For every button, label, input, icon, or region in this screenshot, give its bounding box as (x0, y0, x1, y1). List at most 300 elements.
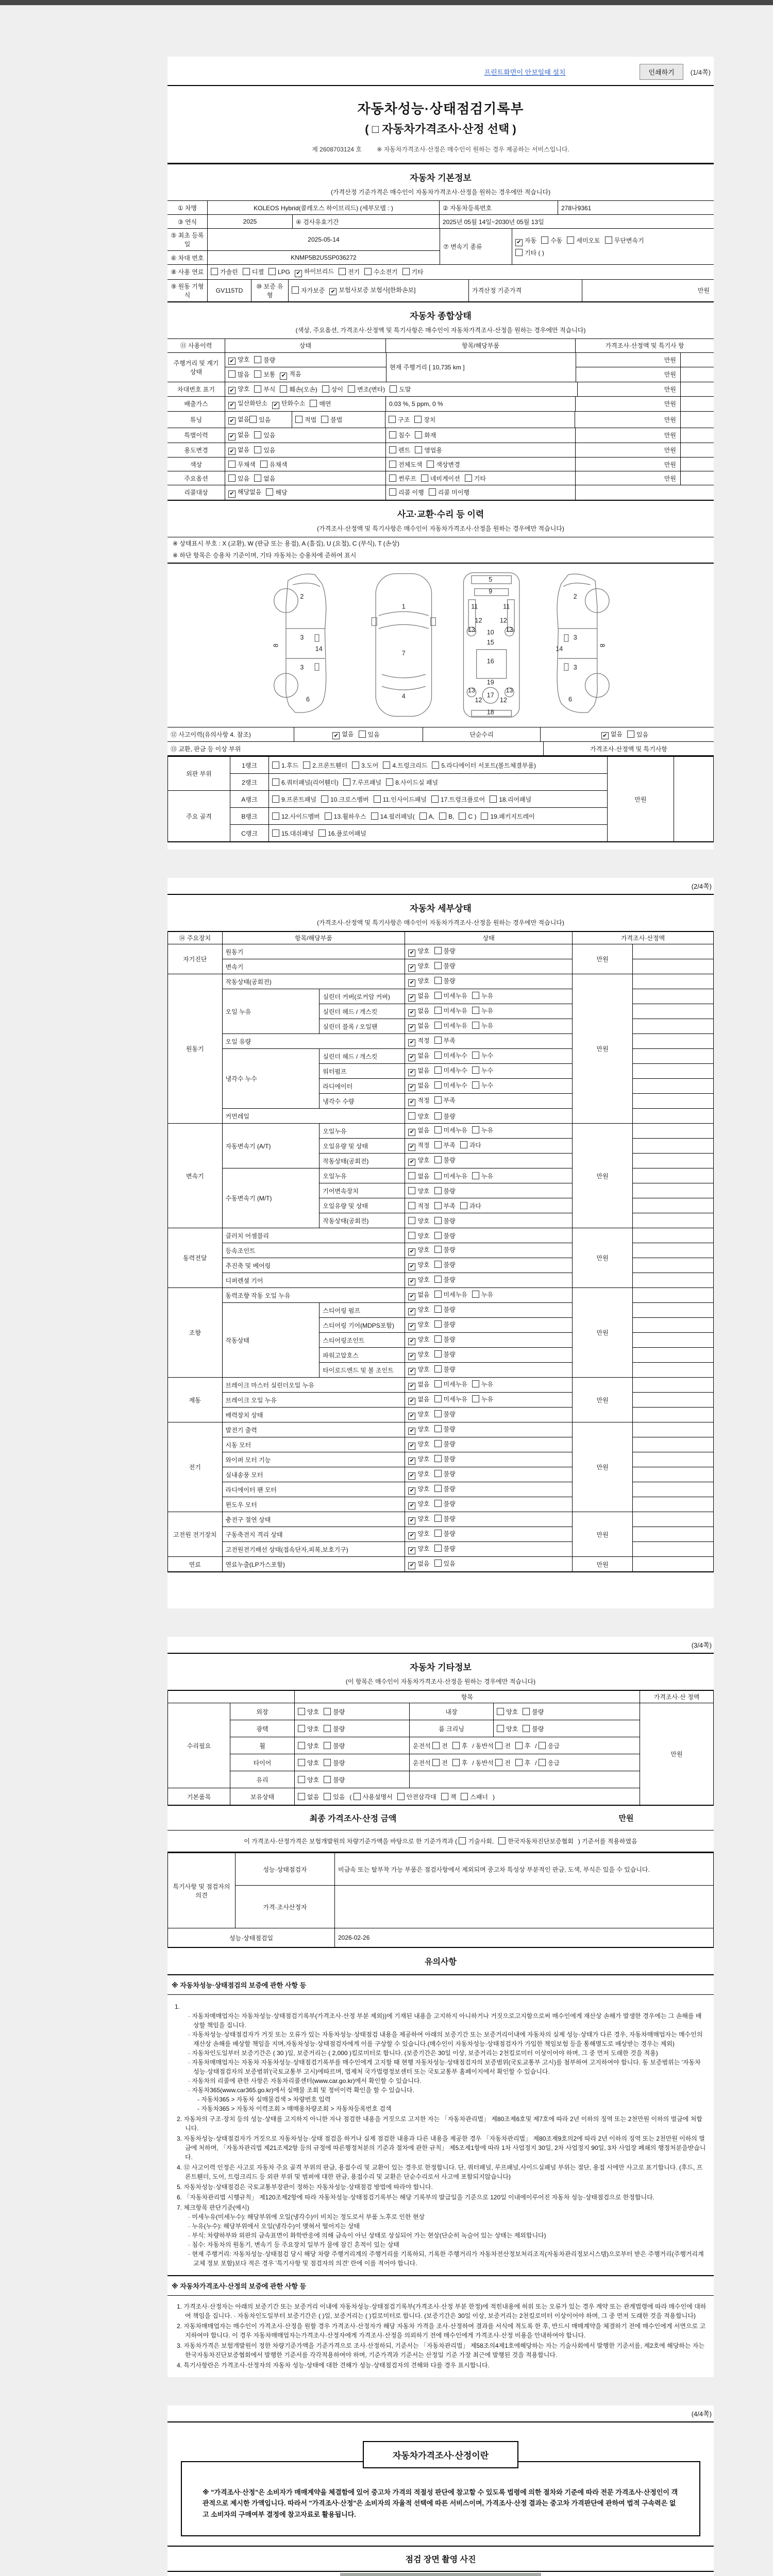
special-history-label: 특별이력 (167, 428, 225, 443)
checkbox-unchecked[interactable] (254, 356, 261, 363)
checkbox-unchecked[interactable] (324, 1725, 331, 1732)
checkbox-unchecked[interactable] (364, 268, 372, 275)
checkbox-unchecked[interactable] (415, 446, 422, 453)
checkbox-checked[interactable]: ✔ (228, 402, 236, 409)
checkbox-unchecked[interactable] (228, 461, 236, 468)
checkbox-unchecked[interactable] (408, 1112, 415, 1120)
check-option (310, 399, 331, 408)
document-note: ※ 자동차가격조사·산정은 매수인이 원하는 경우 제공하는 서비스입니다. (377, 146, 569, 153)
checkbox-unchecked[interactable] (541, 236, 548, 244)
rank1-label: 1랭크 (230, 757, 269, 774)
checkbox-unchecked[interactable] (434, 1350, 442, 1358)
checkbox-unchecked[interactable] (408, 1232, 415, 1239)
checkbox-unchecked[interactable] (389, 431, 396, 438)
checkbox-checked[interactable]: ✔ (408, 1547, 415, 1554)
checkbox-unchecked[interactable] (434, 1560, 442, 1567)
checkbox-unchecked[interactable] (383, 761, 390, 769)
checkbox-unchecked[interactable] (389, 446, 396, 453)
checkbox-checked[interactable]: ✔ (408, 1338, 415, 1345)
checkbox-unchecked[interactable] (472, 1081, 479, 1089)
warranty-type-label: ⑩ 보증 유형 (251, 280, 289, 301)
diagram-panel-number: 2 (573, 592, 577, 600)
checkbox-checked[interactable]: ✔ (280, 372, 287, 380)
checkbox-unchecked[interactable] (408, 1202, 415, 1209)
tire-checks (295, 1754, 410, 1771)
checkbox-unchecked[interactable] (389, 488, 396, 496)
checkbox-unchecked[interactable] (249, 416, 257, 423)
appraiser-opinion-label: 가격·조사산정자 (236, 1886, 335, 1928)
checkbox-unchecked[interactable] (465, 474, 472, 482)
price-appraisal-box-text: ※ "가격조사·산정"은 소비자가 매매계약을 체결함에 있어 중고차 가격의 적절성 판단에 참고할 수 있도록 법령에 의한 절차와 기준에 따라 전문 가격조사·산정인이 객관적으로 제시한 가액입니다. 따라서 "가격조사·산정"은 소비자의 자율적 선택에 따른 서비스이며, 가격조사·산정 결과는 중고차 가격판단에 관하여 법적 구속력은 없고 소비자의 구매여부 결정에 참고자료로 활용됩니다. (181, 2461, 700, 2536)
checkbox-label: 불량 (443, 1232, 456, 1240)
checkbox-checked[interactable]: ✔ (408, 1024, 415, 1031)
checkbox-unchecked[interactable] (515, 249, 523, 256)
checkbox-unchecked[interactable] (434, 1500, 442, 1507)
checkbox-unchecked[interactable] (432, 1742, 440, 1749)
checkbox-unchecked[interactable] (434, 1320, 442, 1328)
checkbox-unchecked[interactable] (324, 1793, 331, 1800)
checkbox-unchecked[interactable] (298, 1759, 305, 1766)
checkbox-unchecked[interactable] (567, 236, 574, 244)
checkbox-checked[interactable]: ✔ (408, 1159, 415, 1166)
checkbox-unchecked[interactable] (523, 1725, 530, 1732)
checkbox-checked[interactable]: ✔ (408, 1039, 415, 1046)
checkbox-unchecked[interactable] (292, 286, 299, 294)
check-option (434, 1515, 456, 1522)
memo-cell (633, 1228, 714, 1243)
checkbox-label: 불량 (443, 1351, 456, 1359)
check-option (434, 1246, 456, 1253)
checkbox-checked[interactable]: ✔ (408, 1517, 415, 1524)
checkbox-label: 없음 (417, 1067, 430, 1075)
check-option (472, 1022, 493, 1029)
checkbox-unchecked[interactable] (523, 1708, 530, 1715)
checkbox-unchecked[interactable] (419, 812, 427, 820)
checkbox-label: 없음 (417, 1172, 430, 1180)
checkbox-unchecked[interactable] (268, 268, 276, 275)
checkbox-unchecked[interactable] (472, 1172, 479, 1179)
checkbox-label: 자동 (525, 237, 537, 245)
check-option (408, 1246, 429, 1253)
checkbox-label: 색상변경 (436, 461, 460, 468)
sub-item-label: 작동상태(공회전) (320, 1213, 405, 1228)
checkbox-unchecked[interactable] (434, 1485, 442, 1492)
checkbox-unchecked[interactable] (472, 1395, 479, 1402)
checkbox-unchecked[interactable] (343, 778, 350, 786)
emission-label: 배출가스 (167, 397, 225, 411)
checkbox-unchecked[interactable] (434, 962, 442, 969)
checkbox-unchecked[interactable] (461, 1793, 468, 1800)
checkbox-unchecked[interactable] (354, 1793, 361, 1800)
checkbox-unchecked[interactable] (490, 795, 497, 803)
checkbox-unchecked[interactable] (374, 795, 381, 803)
checkbox-unchecked[interactable] (272, 812, 279, 820)
checkbox-unchecked[interactable] (434, 1126, 442, 1133)
checkbox-checked[interactable]: ✔ (408, 1472, 415, 1480)
checkbox-unchecked[interactable] (389, 474, 396, 482)
checkbox-checked[interactable]: ✔ (408, 1398, 415, 1405)
engine-type-value: GV115TD (208, 280, 251, 301)
checkbox-unchecked[interactable] (415, 431, 422, 438)
check-option (460, 1142, 481, 1149)
notice-section2-body: 1. 가격조사·산정자는 아래의 보증기간 또는 보증거리 이내에 자동차성능·상태점검기록부(가격조사·산정 부분 한정)에 적힌내용에 허위 또는 오류가 있는 경우 계약 또는 관계법령에 따라 매수인에 대하여 책임을 집니다. · 자동차인도일부터 보증기간은 ( )일, 보증거리는 ( )킬로미터로 합니다. (보증기간은 30일 이상, 보증거리는 2천킬로미터 이상이어야 하며, 그 중 먼저 도래한 것을 적용합니다) 2. 자동차매매업자는 매수인이 가격조사·산정을 원할 경우 가격조사·산정자가 해당 자동차 가격을 조사·산정하여 결과를 서식에 적도록 한 후, 반드시 매매계약을 체결하기 전에 매수인에게 서면으로 고지하여야 합니다. 이 경우 자동차매매업자는가격조사·산정자에게 가격조사·산정을 의뢰하기 전에 매수인에게 가격조사·산정 비용을 안내하여야 합니다. 3. 자동차가격은 보험개발원이 정한 차량기준가액을 기준가격으로 조사·산정하되, 기준서는 「자동차관리법」 제58조의4제1호에해당하는 자는 기술사회에서 발행한 기준서를, 제2호에 해당하는 자는 한국자동차진단보증협회에서 발행한 기준서를 각각적용하여야 하며, 기준가격과 기준서는 산정일 기준 가장 최근에 발행된 것을 적용합니다. 4. 특기사항란은 가격조사·산정자의 자동차 성능·상태에 대한 견해가 성능·상태점검자의 견해와 다를 경우 표시합니다. (177, 2303, 707, 2369)
reg-no-label: ② 자동차등록번호 (440, 201, 558, 214)
check-option (472, 1381, 493, 1388)
checkbox-unchecked[interactable] (386, 778, 393, 786)
checkbox-unchecked[interactable] (359, 731, 366, 738)
checkbox-checked[interactable]: ✔ (408, 1487, 415, 1495)
checkbox-unchecked[interactable] (434, 1515, 442, 1522)
checkbox-unchecked[interactable] (272, 778, 279, 786)
checkbox-unchecked[interactable] (434, 1232, 442, 1239)
checkbox-checked[interactable]: ✔ (228, 433, 236, 440)
emission-values: 0.03 %, 5 ppm, 0 % (386, 397, 576, 411)
checkbox-label: 19.패키지트레이 (490, 812, 535, 820)
state-checks (405, 1378, 573, 1393)
checkbox-checked[interactable]: ✔ (408, 1323, 415, 1330)
checkbox-unchecked[interactable] (408, 1172, 415, 1179)
state-checks (405, 1168, 573, 1183)
check-option (408, 1336, 429, 1343)
checkbox-unchecked[interactable] (441, 1793, 448, 1800)
checkbox-unchecked[interactable] (434, 1022, 442, 1029)
checkbox-label: 유채색 (269, 461, 288, 468)
checkbox-checked[interactable]: ✔ (295, 270, 302, 277)
checkbox-checked[interactable]: ✔ (408, 994, 415, 1002)
checkbox-unchecked[interactable] (434, 1306, 442, 1313)
checkbox-unchecked[interactable] (321, 795, 328, 803)
checkbox-unchecked[interactable] (272, 761, 279, 769)
checkbox-unchecked[interactable] (434, 1081, 442, 1089)
checkbox-checked[interactable]: ✔ (408, 1308, 415, 1315)
checkbox-checked[interactable]: ✔ (408, 1144, 415, 1151)
checkbox-unchecked[interactable] (434, 947, 442, 954)
checkbox-checked[interactable]: ✔ (272, 402, 279, 409)
checkbox-unchecked[interactable] (495, 1759, 502, 1766)
checkbox-checked[interactable]: ✔ (408, 1413, 415, 1420)
checkbox-label: 양호 (417, 1321, 430, 1329)
checkbox-label: 누유 (481, 1396, 494, 1403)
model-year-label: ③ 연식 (167, 215, 208, 228)
checkbox-unchecked[interactable] (322, 385, 329, 393)
checkbox-checked[interactable]: ✔ (408, 979, 415, 987)
checkbox-checked[interactable]: ✔ (408, 1009, 415, 1016)
install-print-helper-link[interactable]: 프린트화면이 안보일때 설치 (484, 69, 566, 76)
checkbox-checked[interactable]: ✔ (408, 1278, 415, 1285)
price-unit: 만원 (576, 353, 681, 367)
checkbox-checked[interactable]: ✔ (408, 1502, 415, 1510)
checkbox-unchecked[interactable] (352, 761, 359, 769)
check-option (298, 1759, 319, 1767)
print-button[interactable]: 인쇄하기 (640, 64, 683, 80)
checkbox-unchecked[interactable] (371, 812, 378, 820)
checkbox-unchecked[interactable] (472, 1007, 479, 1014)
checkbox-unchecked[interactable] (254, 446, 261, 453)
checkbox-unchecked[interactable] (228, 474, 236, 482)
checkbox-unchecked[interactable] (434, 1410, 442, 1417)
price-unit: 만원 (576, 397, 681, 411)
checkbox-unchecked[interactable] (439, 812, 446, 820)
check-option (408, 1291, 429, 1298)
checkbox-checked[interactable]: ✔ (408, 1562, 415, 1569)
checkbox-checked[interactable]: ✔ (408, 950, 415, 957)
recall-done-checks (386, 485, 576, 500)
checkbox-checked[interactable]: ✔ (408, 1443, 415, 1450)
sub-item-label: 실린더 블록 / 오일팬 (320, 1019, 405, 1034)
checkbox-label: 미세누수 (443, 1082, 467, 1090)
detail-row (168, 944, 714, 959)
diagram-top-view (372, 573, 435, 716)
checkbox-unchecked[interactable] (402, 268, 410, 275)
checkbox-unchecked[interactable] (459, 1837, 466, 1844)
checkbox-label: 양호 (417, 947, 430, 955)
checkbox-checked[interactable]: ✔ (408, 1054, 415, 1061)
checkbox-label: 양호 (417, 1411, 430, 1418)
state-checks (405, 1363, 573, 1378)
memo-cell (633, 1318, 714, 1333)
checkbox-checked[interactable]: ✔ (408, 1069, 415, 1076)
check-option (389, 431, 410, 439)
checkbox-unchecked[interactable] (431, 795, 439, 803)
checkbox-unchecked[interactable] (627, 731, 634, 738)
state-checks (405, 1348, 573, 1363)
checkbox-unchecked[interactable] (498, 1837, 506, 1844)
state-checks (405, 1079, 573, 1094)
checkbox-label: 불량 (333, 1708, 345, 1716)
checkbox-label: 불량 (443, 947, 456, 955)
check-option (434, 1142, 456, 1149)
checkbox-checked[interactable]: ✔ (601, 732, 609, 739)
checkbox-unchecked[interactable] (298, 1742, 305, 1749)
checkbox-checked[interactable]: ✔ (228, 448, 236, 455)
check-option (348, 385, 385, 394)
checkbox-unchecked[interactable] (266, 488, 273, 496)
diagram-panel-number: 3 (573, 663, 577, 671)
checkbox-checked[interactable]: ✔ (408, 1293, 415, 1300)
checkbox-label: 구조 (398, 416, 410, 423)
checkbox-unchecked[interactable] (414, 416, 422, 423)
checkbox-unchecked[interactable] (310, 400, 317, 407)
check-option (324, 1742, 345, 1750)
detail-col-device: ⑭ 주요장치 (168, 932, 223, 944)
checkbox-unchecked[interactable] (452, 1759, 460, 1766)
checkbox-unchecked[interactable] (254, 370, 261, 378)
checkbox-checked[interactable]: ✔ (329, 288, 337, 295)
checkbox-unchecked[interactable] (434, 1261, 442, 1268)
checkbox-unchecked[interactable] (321, 416, 328, 423)
simple-repair-label: 단순수리 (423, 727, 541, 742)
checkbox-unchecked[interactable] (434, 1187, 442, 1194)
checkbox-checked[interactable]: ✔ (408, 1129, 415, 1136)
checkbox-unchecked[interactable] (408, 1187, 415, 1194)
checkbox-unchecked[interactable] (434, 1335, 442, 1343)
checkbox-unchecked[interactable] (434, 1425, 442, 1432)
checkbox-unchecked[interactable] (318, 829, 326, 837)
checkbox-unchecked[interactable] (324, 1742, 331, 1749)
checkbox-unchecked[interactable] (324, 1776, 331, 1783)
opinion-group-label: 특기사항 및 점검자의 의견 (168, 1853, 236, 1928)
checkbox-unchecked[interactable] (295, 416, 303, 423)
checkbox-checked[interactable]: ✔ (332, 732, 340, 739)
checkbox-checked[interactable]: ✔ (408, 1099, 415, 1106)
checkbox-unchecked[interactable] (348, 385, 355, 393)
checkbox-unchecked[interactable] (280, 385, 287, 393)
checkbox-unchecked[interactable] (515, 1742, 523, 1749)
checkbox-unchecked[interactable] (497, 1725, 504, 1732)
checkbox-unchecked[interactable] (472, 1380, 479, 1387)
inspection-period-label: ④ 검사유효기간 (293, 215, 440, 228)
checkbox-unchecked[interactable] (460, 1202, 467, 1209)
checkbox-label: 상이 (331, 385, 343, 393)
checkbox-unchecked[interactable] (427, 461, 434, 468)
check-option (228, 384, 249, 395)
detail-row (168, 1124, 714, 1139)
checkbox-unchecked[interactable] (434, 1380, 442, 1387)
checkbox-unchecked[interactable] (472, 1066, 479, 1074)
checkbox-checked[interactable]: ✔ (408, 1263, 415, 1270)
checkbox-label: 수소전기 (374, 268, 398, 276)
checkbox-checked[interactable]: ✔ (228, 490, 236, 498)
interior-checks (494, 1703, 640, 1720)
page-1 (167, 85, 714, 850)
checkbox-unchecked[interactable] (434, 1172, 442, 1179)
checkbox-unchecked[interactable] (539, 1742, 546, 1749)
detail-row (168, 1557, 714, 1572)
checkbox-label: 장치 (424, 416, 436, 423)
checkbox-unchecked[interactable] (434, 1007, 442, 1014)
checkbox-unchecked[interactable] (434, 1395, 442, 1402)
checkbox-unchecked[interactable] (339, 268, 346, 275)
checkbox-unchecked[interactable] (434, 1530, 442, 1537)
checkbox-unchecked[interactable] (434, 992, 442, 999)
checkbox-unchecked[interactable] (472, 1291, 479, 1298)
checkbox-unchecked[interactable] (515, 1759, 523, 1766)
checkbox-unchecked[interactable] (243, 268, 250, 275)
checkbox-label: 불량 (443, 1306, 456, 1314)
checkbox-checked[interactable]: ✔ (515, 239, 523, 246)
checkbox-unchecked[interactable] (434, 1246, 442, 1253)
checkbox-unchecked[interactable] (434, 1470, 442, 1477)
memo-cell (633, 1079, 714, 1094)
checkbox-label: 양호 (417, 1470, 430, 1478)
checkbox-unchecked[interactable] (434, 977, 442, 984)
check-option (434, 1291, 467, 1298)
checkbox-unchecked[interactable] (434, 1037, 442, 1044)
checkbox-unchecked[interactable] (260, 461, 267, 468)
checkbox-unchecked[interactable] (452, 1742, 460, 1749)
checkbox-unchecked[interactable] (432, 761, 439, 769)
check-option (298, 1742, 319, 1750)
checkbox-checked[interactable]: ✔ (408, 1368, 415, 1375)
checkbox-unchecked[interactable] (324, 1708, 331, 1715)
check-option (515, 249, 544, 257)
checkbox-unchecked[interactable] (434, 1112, 442, 1120)
checkbox-unchecked[interactable] (434, 1365, 442, 1372)
checkbox-unchecked[interactable] (481, 812, 488, 820)
checkbox-unchecked[interactable] (211, 268, 218, 275)
checkbox-unchecked[interactable] (421, 474, 428, 482)
checkbox-checked[interactable]: ✔ (408, 1458, 415, 1465)
checkbox-label: 10.크로스멤버 (330, 795, 369, 803)
checkbox-unchecked[interactable] (459, 812, 466, 820)
check-option (408, 1396, 429, 1403)
checkbox-unchecked[interactable] (298, 1708, 305, 1715)
checkbox-unchecked[interactable] (434, 1291, 442, 1298)
checkbox-unchecked[interactable] (228, 370, 236, 378)
checkbox-unchecked[interactable] (495, 1742, 502, 1749)
checkbox-unchecked[interactable] (272, 795, 279, 803)
checkbox-unchecked[interactable] (325, 812, 332, 820)
check-option (329, 285, 415, 296)
checkbox-unchecked[interactable] (434, 1455, 442, 1462)
check-option (434, 1396, 467, 1403)
checkbox-unchecked[interactable] (298, 1793, 305, 1800)
checkbox-unchecked[interactable] (389, 416, 396, 423)
check-option (272, 779, 339, 786)
checkbox-unchecked[interactable] (434, 1202, 442, 1209)
checkbox-checked[interactable]: ✔ (408, 1248, 415, 1256)
checkbox-label: 불량 (443, 1336, 456, 1344)
checkbox-unchecked[interactable] (408, 1217, 415, 1224)
checkbox-label: 불량 (443, 1157, 456, 1164)
checkbox-unchecked[interactable] (272, 829, 279, 837)
checkbox-checked[interactable]: ✔ (228, 358, 236, 365)
checkbox-checked[interactable]: ✔ (408, 1383, 415, 1390)
checkbox-checked[interactable]: ✔ (408, 964, 415, 972)
checkbox-checked[interactable]: ✔ (408, 1428, 415, 1435)
checkbox-unchecked[interactable] (497, 1708, 504, 1715)
checkbox-checked[interactable]: ✔ (228, 417, 236, 425)
checkbox-unchecked[interactable] (389, 461, 396, 468)
checkbox-unchecked[interactable] (303, 761, 310, 769)
checkbox-unchecked[interactable] (434, 1276, 442, 1283)
checkbox-unchecked[interactable] (472, 1126, 479, 1133)
checkbox-unchecked[interactable] (390, 385, 397, 393)
checkbox-unchecked[interactable] (472, 1022, 479, 1029)
checkbox-unchecked[interactable] (434, 1141, 442, 1148)
checkbox-unchecked[interactable] (472, 1052, 479, 1059)
checkbox-unchecked[interactable] (254, 474, 261, 482)
state-checks (405, 1437, 573, 1452)
checkbox-unchecked[interactable] (429, 488, 436, 496)
checkbox-unchecked[interactable] (434, 1156, 442, 1163)
checkbox-unchecked[interactable] (472, 992, 479, 999)
checkbox-unchecked[interactable] (434, 1052, 442, 1059)
checkbox-unchecked[interactable] (298, 1725, 305, 1732)
checkbox-unchecked[interactable] (397, 1793, 405, 1800)
checkbox-unchecked[interactable] (434, 1545, 442, 1552)
checkbox-checked[interactable]: ✔ (408, 1353, 415, 1360)
checkbox-unchecked[interactable] (434, 1066, 442, 1074)
checkbox-unchecked[interactable] (605, 236, 612, 244)
checkbox-label: 13.휠하우스 (333, 812, 366, 820)
checkbox-unchecked[interactable] (539, 1759, 546, 1766)
checkbox-unchecked[interactable] (324, 1759, 331, 1766)
checkbox-unchecked[interactable] (434, 1096, 442, 1104)
checkbox-unchecked[interactable] (254, 431, 261, 438)
price-appraisal-box-title: 자동차가격조사·산정이란 (363, 2441, 518, 2468)
checkbox-checked[interactable]: ✔ (408, 1084, 415, 1091)
checkbox-checked[interactable]: ✔ (408, 1532, 415, 1539)
checkbox-unchecked[interactable] (254, 385, 261, 393)
checkbox-unchecked[interactable] (434, 1440, 442, 1447)
checkbox-unchecked[interactable] (298, 1776, 305, 1783)
checkbox-unchecked[interactable] (460, 1141, 467, 1148)
check-option (434, 1321, 456, 1328)
checkbox-checked[interactable]: ✔ (228, 387, 236, 394)
checkbox-unchecked[interactable] (434, 1217, 442, 1224)
checkbox-unchecked[interactable] (432, 1759, 440, 1766)
